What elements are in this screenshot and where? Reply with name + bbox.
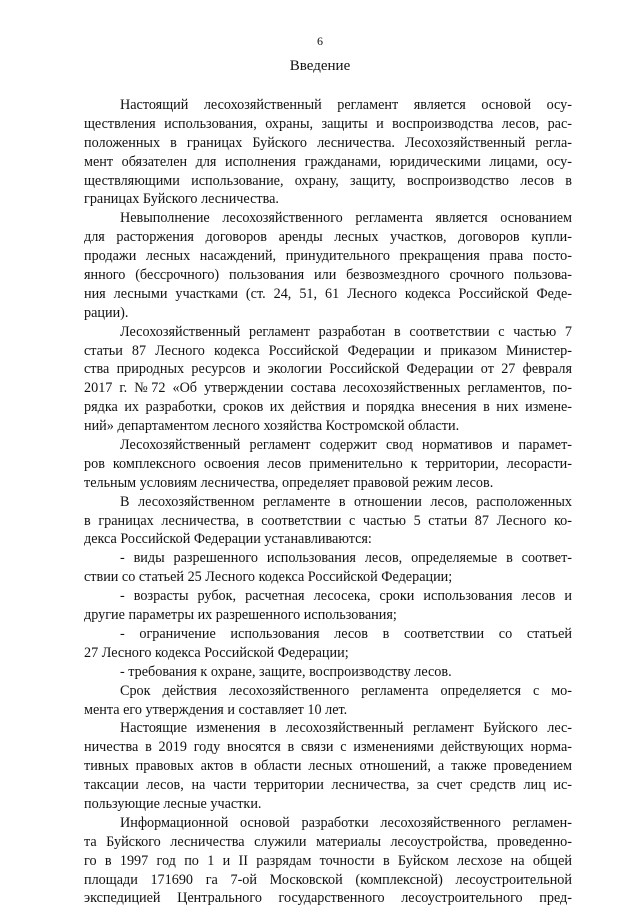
paragraph (84, 625, 572, 663)
page-title: Введение (289, 58, 351, 74)
text-line: для расторжения договоров аренды лесных участков, договоров купли- (84, 229, 572, 246)
text-line: Информационной основой разработки лесохозяйственного регламен- (120, 814, 572, 831)
text-line: в границах лесничества, в соответствии с частью 5 статьи 87 Лесного ко- (84, 512, 572, 529)
paragraph (84, 719, 572, 813)
text-line: В лесохозяйственном регламенте в отношении лесов, расположенных (120, 493, 572, 510)
text-line: ничества в 2019 году вносятся в связи с изменениями действующих норма- (84, 739, 572, 756)
paragraph (84, 436, 572, 493)
paragraph (84, 814, 572, 908)
text-line: ров комплексного освоения лесов применительно к территории, лесорасти- (84, 455, 572, 472)
text-line: таксации лесов, на части территории лесничества, за счет средств лиц ис- (84, 777, 572, 794)
document-body (84, 96, 572, 908)
text-line: ния лесными участками (ст. 24, 51, 61 Лесного кодекса Российской Феде- (84, 285, 572, 302)
paragraph (84, 323, 572, 436)
text-line: тельным условиям лесничества, определяет правовой режим лесов. (84, 474, 494, 491)
text-line: - ограничение использования лесов в соответствии со статьей (120, 625, 572, 642)
text-line: Настоящие изменения в лесохозяйственный регламент Буйского лес- (120, 720, 572, 737)
text-line: Лесохозяйственный регламент разработан в соответствии с частью 7 (120, 323, 572, 340)
text-line: площади 171690 га 7-ой Московской (комплексной) лесоустроительной (84, 871, 572, 888)
paragraph (84, 209, 572, 322)
text-line: - виды разрешенного использования лесов, определяемые в соответ- (120, 550, 572, 567)
text-line: Срок действия лесохозяйственного регламента определяется с мо- (120, 682, 572, 699)
text-line: мента его утверждения и составляет 10 лет. (84, 701, 348, 718)
text-line: - требования к охране, защите, воспроизводству лесов. (120, 663, 452, 680)
text-line: пользующие лесные участки. (84, 795, 262, 812)
text-line: статьи 87 Лесного кодекса Российской Федерации и приказом Министер- (84, 342, 572, 359)
page-number: 6 (317, 34, 323, 48)
text-line: ществления использования, охраны, защиты и воспроизводства лесов, рас- (84, 115, 572, 132)
text-line: - возрасты рубок, расчетная лесосека, сроки использования лесов и (120, 588, 572, 605)
text-line: 2017 г. №72 «Об утверждении состава лесохозяйственных регламентов, по- (84, 380, 572, 397)
text-line: янного (бессрочного) пользования или безвозмездного срочного пользова- (84, 267, 572, 284)
text-line: тивных правовых актов в области лесных отношений, а также проведением (84, 758, 572, 775)
paragraph (84, 587, 572, 625)
text-line: та Буйского лесничества служили материалы лесоустройства, проведенно- (84, 833, 572, 850)
text-line: рации). (84, 304, 129, 321)
text-line: 27 Лесного кодекса Российской Федерации; (84, 644, 349, 661)
text-line: Лесохозяйственный регламент содержит свод нормативов и парамет- (120, 437, 572, 454)
paragraph (84, 96, 572, 209)
paragraph (84, 663, 572, 682)
text-line: ний» департаментом лесного хозяйства Костромской области. (84, 418, 460, 435)
text-line: рядка их разработки, сроков их действия и порядка внесения в них измене- (84, 399, 572, 416)
text-line: декса Российской Федерации устанавливаются: (84, 531, 372, 548)
text-line: положенных в границах Буйского лесничества. Лесохозяйственный регла- (84, 134, 572, 151)
text-line: го в 1997 год по 1 и II разрядам точности в Буйском лесхозе на общей (84, 852, 572, 869)
paragraph (84, 549, 572, 587)
text-line: Настоящий лесохозяйственный регламент является основой осу- (120, 97, 572, 113)
paragraph (84, 493, 572, 550)
text-line: границах Буйского лесничества. (84, 191, 279, 208)
text-line: ства природных ресурсов и экологии Российской Федерации от 27 февраля (84, 361, 572, 378)
text-line: другие параметры их разрешенного использования; (84, 607, 397, 624)
text-line: ществляющими использование, охрану, защиту, воспроизводство лесов в (84, 172, 572, 189)
text-line: ствии со статьей 25 Лесного кодекса Российской Федерации; (84, 569, 453, 586)
text-line: экспедицией Центрального государственного лесоустроительного пред- (84, 890, 572, 907)
paragraph (84, 682, 572, 720)
text-line: продажи лесных насаждений, принудительного прекращения права посто- (84, 248, 572, 265)
text-line: мент обязателен для исполнения гражданами, юридическими лицами, осу- (84, 153, 572, 170)
text-line: Невыполнение лесохозяйственного регламента является основанием (120, 210, 572, 227)
